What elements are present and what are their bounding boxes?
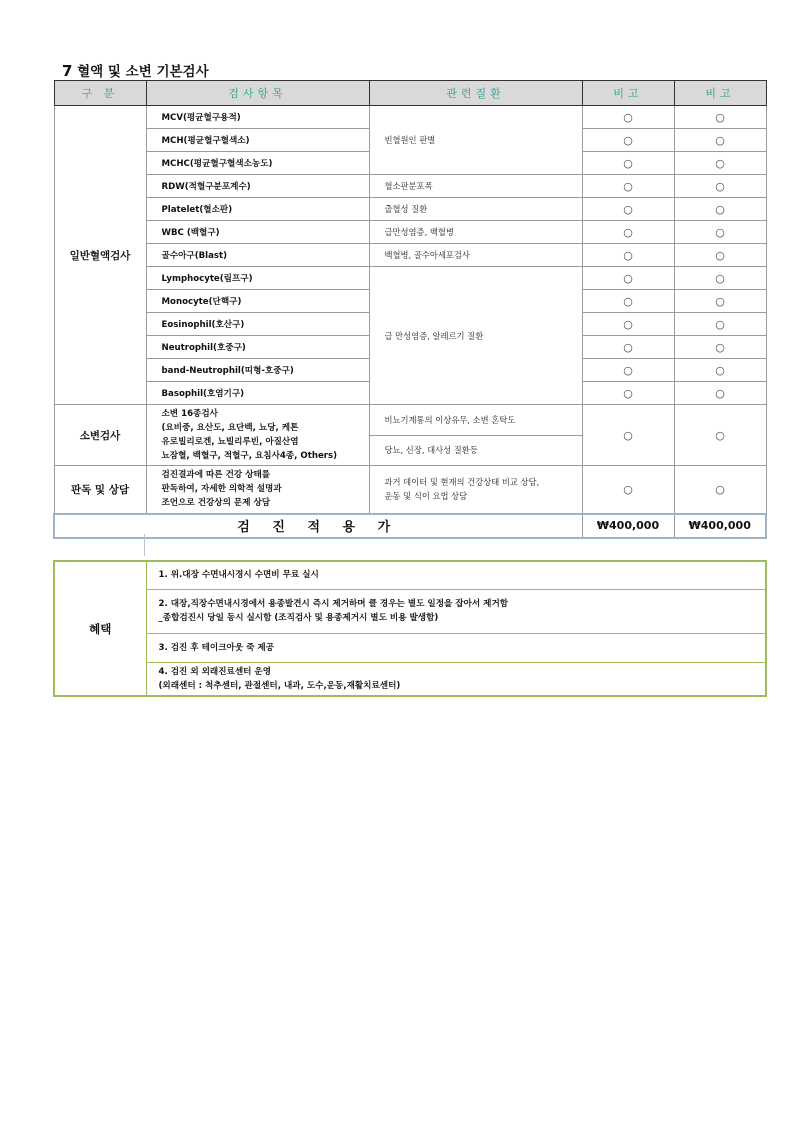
note-mark: ○	[674, 152, 766, 175]
exam-item: Platelet(혈소판)	[146, 198, 369, 221]
related-disease: 백혈병, 골수아세포검사	[369, 244, 582, 267]
note-mark: ○	[674, 359, 766, 382]
exam-item: MCHC(평균혈구혈색소농도)	[146, 152, 369, 175]
benefit-item	[146, 662, 766, 696]
note-mark: ○	[674, 405, 766, 466]
note-mark: ○	[582, 359, 674, 382]
note-mark: ○	[582, 405, 674, 466]
note-mark: ○	[674, 198, 766, 221]
header-category: 구 분	[54, 81, 146, 106]
related-disease: 당뇨, 신장, 대사성 질환등	[369, 435, 582, 466]
section-number: 7	[62, 62, 73, 80]
note-mark: ○	[674, 129, 766, 152]
consult-disease-line: 운동 및 식이 요법 상담	[384, 491, 468, 502]
table-row	[54, 244, 766, 267]
header-exam-item: 검사항목	[146, 81, 369, 106]
note-mark: ○	[582, 175, 674, 198]
note-mark: ○	[582, 244, 674, 267]
benefit-item	[146, 633, 766, 662]
benefit-line: 3. 검진 후 테이크아웃 죽 제공	[158, 642, 275, 653]
note-mark: ○	[582, 336, 674, 359]
exam-item: WBC (백혈구)	[146, 221, 369, 244]
note-mark: ○	[674, 244, 766, 267]
related-disease: 급 만성염증, 알레르기 질환	[369, 267, 582, 405]
table-row	[54, 106, 766, 129]
total-price-1: ₩400,000	[582, 514, 674, 538]
header-note-1: 비고	[582, 81, 674, 106]
total-label: 검 진 적 용 가	[54, 514, 582, 538]
benefit-line: 1. 위.대장 수면내시경시 수면비 무료 실시	[158, 570, 319, 581]
benefit-row	[54, 561, 766, 589]
note-mark: ○	[674, 290, 766, 313]
note-mark: ○	[582, 290, 674, 313]
header-related-disease: 관련질환	[369, 81, 582, 106]
related-disease: 빈혈원인 판별	[369, 106, 582, 175]
related-disease: 비뇨기계통의 이상유무, 소변 혼탁도	[369, 405, 582, 436]
urine-item-line: (요비중, 요산도, 요단백, 뇨당, 케톤	[161, 423, 299, 433]
note-mark: ○	[674, 267, 766, 290]
note-mark: ○	[674, 466, 766, 514]
benefit-table	[53, 560, 767, 697]
note-mark: ○	[582, 466, 674, 514]
benefit-line: _종합검진시 당일 동시 실시함 (조직검사 및 용종제거시 별도 비용 발생함)	[158, 613, 439, 623]
section-title	[62, 60, 209, 80]
exam-item: MCH(평균혈구혈색소)	[146, 129, 369, 152]
consult-item-line: 판독하여, 자세한 의학적 설명과	[161, 484, 282, 495]
divider	[144, 534, 145, 556]
note-mark: ○	[582, 382, 674, 405]
related-disease: 급만성염증, 백혈병	[369, 221, 582, 244]
table-row	[54, 405, 766, 436]
exam-item: Monocyte(단핵구)	[146, 290, 369, 313]
note-mark: ○	[582, 221, 674, 244]
consult-disease-line: 과거 데이터 및 현재의 건강상태 비교 상담,	[384, 477, 540, 488]
related-disease: 혈소판분포폭	[369, 175, 582, 198]
urine-item-line: 유로빌리로겐, 뇨빌리루빈, 아질산염	[161, 437, 299, 447]
table-header-row	[54, 81, 766, 106]
consult-item-line: 검진결과에 따른 건강 상태를	[161, 470, 271, 481]
note-mark: ○	[582, 198, 674, 221]
table-row	[54, 221, 766, 244]
exam-item: band-Neutrophil(띠형-호중구)	[146, 359, 369, 382]
exam-item: MCV(평균혈구용적)	[146, 106, 369, 129]
total-price-2: ₩400,000	[674, 514, 766, 538]
note-mark: ○	[674, 313, 766, 336]
note-mark: ○	[674, 175, 766, 198]
table-row	[54, 466, 766, 514]
exam-item: Basophil(호염기구)	[146, 382, 369, 405]
benefit-row	[54, 662, 766, 696]
table-row	[54, 198, 766, 221]
benefit-item	[146, 589, 766, 633]
benefit-item	[146, 561, 766, 589]
urine-item-line: 뇨잠혈, 백혈구, 적혈구, 요침사4종, Others)	[161, 451, 338, 461]
consult-item-line: 조언으로 건강상의 문제 상담	[161, 498, 271, 509]
benefit-label: 혜택	[54, 561, 146, 696]
benefit-line: (외래센터 : 척추센터, 관절센터, 내과, 도수,운동,재활치료센터)	[158, 680, 401, 691]
note-mark: ○	[674, 382, 766, 405]
exam-item: RDW(적혈구분포계수)	[146, 175, 369, 198]
exam-item-urine	[146, 405, 369, 466]
related-disease-consult	[369, 466, 582, 514]
total-row	[54, 514, 766, 538]
note-mark: ○	[674, 221, 766, 244]
note-mark: ○	[582, 152, 674, 175]
section-title-text: 혈액 및 소변 기본검사	[77, 64, 209, 80]
exam-item: 골수아구(Blast)	[146, 244, 369, 267]
benefit-row	[54, 633, 766, 662]
note-mark: ○	[674, 106, 766, 129]
note-mark: ○	[582, 267, 674, 290]
table-row	[54, 267, 766, 290]
category-blood: 일반혈액검사	[54, 106, 146, 405]
note-mark: ○	[582, 129, 674, 152]
benefit-line: 2. 대장,직장수면내시경에서 용종발견시 즉시 제거하며 클 경우는 별도 일정을 잡아서 제거함	[158, 599, 509, 609]
exam-table	[53, 80, 767, 539]
exam-item: Neutrophil(호중구)	[146, 336, 369, 359]
exam-item: Eosinophil(호산구)	[146, 313, 369, 336]
note-mark: ○	[582, 313, 674, 336]
benefit-row	[54, 589, 766, 633]
category-urine: 소변검사	[54, 405, 146, 466]
note-mark: ○	[582, 106, 674, 129]
exam-item-consult	[146, 466, 369, 514]
table-row	[54, 175, 766, 198]
header-note-2: 비고	[674, 81, 766, 106]
urine-item-line: 소변 16종검사	[161, 409, 218, 419]
note-mark: ○	[674, 336, 766, 359]
category-consult: 판독 및 상담	[54, 466, 146, 514]
related-disease: 출혈성 질환	[369, 198, 582, 221]
exam-item: Lymphocyte(림프구)	[146, 267, 369, 290]
benefit-line: 4. 검진 외 외래진료센터 운영	[158, 666, 272, 677]
